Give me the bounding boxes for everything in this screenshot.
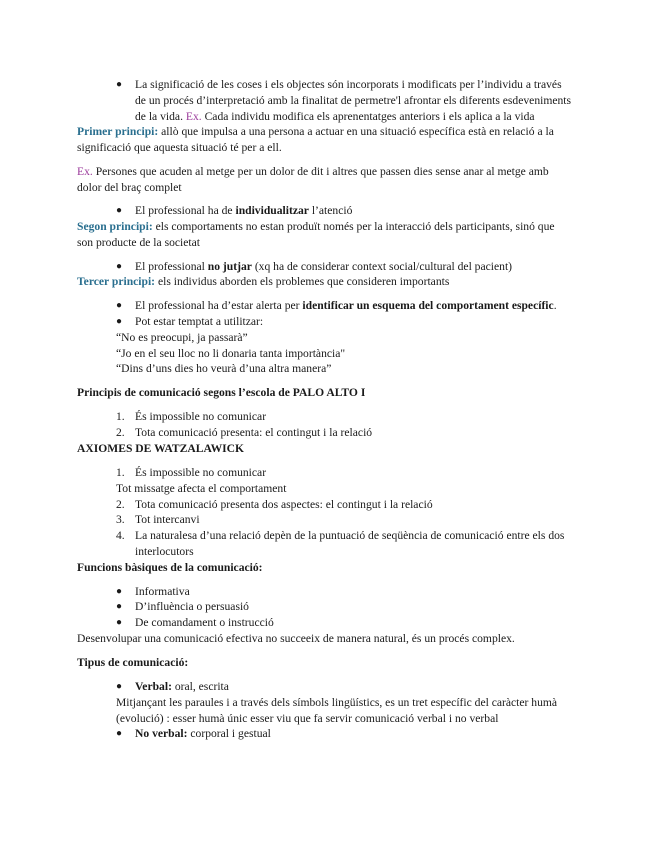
list-number: 2.	[116, 426, 125, 439]
list-item: És impossible no comunicar	[135, 410, 267, 423]
bullet-item: De comandament o instrucció	[135, 616, 274, 629]
bold-run: No verbal:	[135, 727, 188, 740]
text-run: El professional	[135, 260, 205, 273]
example-label: Ex.	[185, 110, 202, 123]
bullet-glyph: ●	[116, 300, 123, 311]
list-item: Tota comunicació presenta: el contingut i la relació	[135, 426, 373, 439]
list-number: 2.	[116, 498, 125, 511]
text-run: El professional ha d’estar alerta per	[135, 299, 300, 312]
list-number: 3.	[116, 513, 125, 526]
principle-label: Tercer principi:	[77, 275, 156, 288]
bold-run: individualitzar	[235, 204, 309, 217]
quote-line: “No es preocupi, ja passarà”	[116, 331, 248, 344]
list-item: Tota comunicació presenta dos aspectes: el contingut i la relació	[135, 498, 433, 511]
list-number: 4.	[116, 529, 125, 542]
list-item: És impossible no comunicar	[135, 466, 267, 479]
text-run: els comportaments no estan produït només per la interacció dels participants, sinó que	[155, 220, 555, 233]
section-heading: Funcions bàsiques de la comunicació:	[77, 561, 263, 574]
bullet-glyph: ●	[116, 681, 123, 692]
section-heading: Principis de comunicació segons l’escola de PALO ALTO I	[77, 386, 366, 399]
paragraph-line	[77, 164, 549, 179]
example-label: Ex.	[77, 165, 93, 178]
text-run: els individus aborden els problemes que consideren importants	[157, 275, 450, 288]
bullet-glyph: ●	[116, 617, 123, 628]
bullet-glyph: ●	[116, 586, 123, 597]
text-run: de la vida.	[135, 110, 183, 123]
text-run: corporal i gestual	[190, 727, 271, 740]
quote-line: “Jo en el seu lloc no li donaria tanta importància"	[116, 347, 346, 360]
list-item: Tot intercanvi	[135, 513, 200, 526]
principle-label: Segon principi:	[77, 220, 153, 233]
text-run: allò que impulsa a una persona a actuar en una situació específica està en relació a la	[161, 125, 554, 138]
bullet-item: Pot estar temptat a utilitzar:	[135, 315, 264, 328]
principle-line	[77, 219, 555, 234]
paragraph-line: dolor del braç complet	[77, 181, 182, 194]
bullet-item	[135, 203, 352, 218]
text-run: l’atenció	[311, 204, 353, 217]
text-run: El professional ha de	[135, 204, 233, 217]
principle-line	[77, 124, 554, 139]
paragraph-line: son producte de la societat	[77, 236, 200, 249]
principle-line	[77, 274, 449, 289]
bold-run: Verbal:	[135, 680, 172, 693]
text-run: Cada individu modifica els aprenentatges anteriors i els aplica a la vida	[204, 110, 535, 123]
paragraph-line: (evolució) : esser humà únic esser viu que fa servir comunicació verbal i no verbal	[116, 712, 499, 725]
text-run: oral, escrita	[174, 680, 229, 693]
paragraph-line: significació que aquesta situació té per a ell.	[77, 141, 282, 154]
list-item: La naturalesa d’una relació depèn de la puntuació de seqüència de comunicació entre els dos	[135, 529, 565, 542]
paragraph-line: de un procés d’interpretació amb la finalitat de permetre'l afrontar els diferents esdeveniments	[135, 94, 572, 107]
bold-run: no jutjar	[207, 260, 252, 273]
section-heading: AXIOMES DE WATZALAWICK	[77, 442, 245, 455]
bullet-glyph: ●	[116, 728, 123, 739]
list-item-continuation: interlocutors	[135, 545, 194, 558]
bullet-glyph: ●	[116, 79, 123, 90]
bold-run: identificar un esquema del comportament específic	[302, 299, 554, 312]
paragraph-line: La significació de les coses i els objectes són incorporats i modificats per l’individu a través	[135, 78, 562, 91]
list-number: 1.	[116, 466, 125, 479]
bullet-item: Informativa	[135, 585, 190, 598]
text-run: Persones que acuden al metge per un dolor de dit i altres que passen dies sense anar al metge amb	[95, 165, 549, 178]
bullet-item	[135, 726, 271, 741]
paragraph-line: Desenvolupar una comunicació efectiva no succeeix de manera natural, és un procés complex.	[77, 632, 515, 645]
quote-line: “Dins d’uns dies ho veurà d’una altra manera”	[116, 362, 332, 375]
bullet-glyph: ●	[116, 316, 123, 327]
text-run: .	[553, 299, 557, 312]
bullet-glyph: ●	[116, 601, 123, 612]
bullet-item	[135, 259, 512, 274]
bullet-glyph: ●	[116, 261, 123, 272]
section-heading: Tipus de comunicació:	[77, 656, 189, 669]
list-note: Tot missatge afecta el comportament	[116, 482, 287, 495]
paragraph-line: Mitjançant les paraules i a través dels símbols lingüístics, es un tret específic del caràcter humà	[116, 696, 558, 709]
bullet-glyph: ●	[116, 205, 123, 216]
bullet-item: D’influència o persuasió	[135, 600, 249, 613]
principle-label: Primer principi:	[77, 125, 159, 138]
list-number: 1.	[116, 410, 125, 423]
bullet-item	[135, 679, 229, 694]
text-run: (xq ha de considerar context social/cultural del pacient)	[254, 260, 513, 273]
paragraph-line	[135, 109, 535, 124]
bullet-item	[135, 298, 557, 313]
